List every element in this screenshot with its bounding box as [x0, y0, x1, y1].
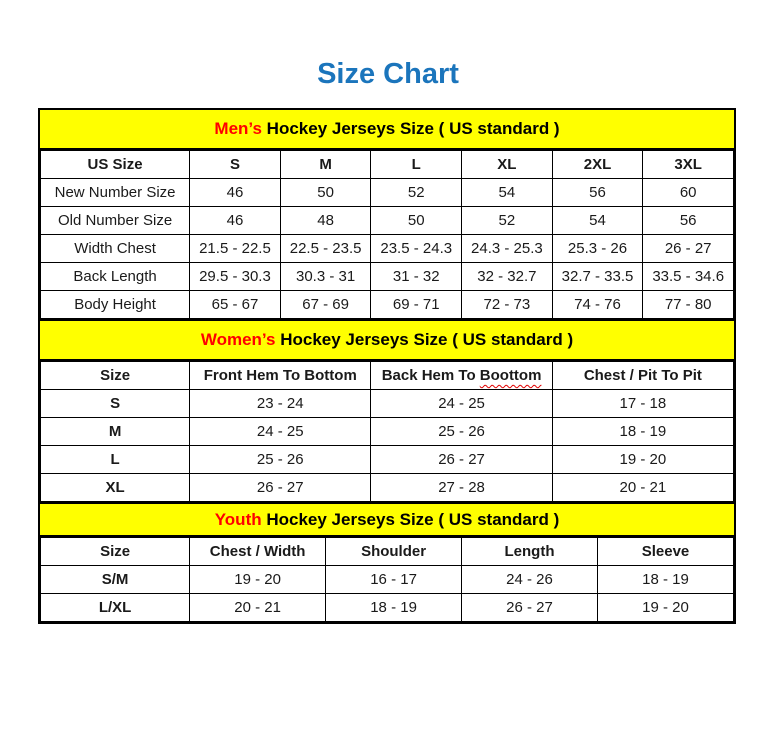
- size-value: 54: [462, 179, 553, 207]
- row-label: Width Chest: [41, 235, 190, 263]
- column-header: Shoulder: [326, 538, 462, 566]
- column-header: Length: [462, 538, 598, 566]
- row-label: Back Length: [41, 263, 190, 291]
- column-header: 3XL: [643, 151, 734, 179]
- womens-heading-rest: Hockey Jerseys Size ( US standard ): [275, 330, 574, 349]
- size-value: 60: [643, 179, 734, 207]
- column-header: Back Hem To Boottom: [371, 362, 552, 390]
- column-header: 2XL: [552, 151, 643, 179]
- table-row: [41, 235, 734, 263]
- column-header: Chest / Width: [190, 538, 326, 566]
- size-value: 17 - 18: [552, 390, 733, 418]
- womens-section: [40, 319, 734, 502]
- size-value: 69 - 71: [371, 291, 462, 319]
- column-header: Front Hem To Bottom: [190, 362, 371, 390]
- table-row: [41, 566, 734, 594]
- size-value: 26 - 27: [190, 474, 371, 502]
- size-value: 19 - 20: [190, 566, 326, 594]
- size-value: 26 - 27: [643, 235, 734, 263]
- size-value: 46: [190, 207, 281, 235]
- column-header: M: [280, 151, 371, 179]
- size-value: 56: [643, 207, 734, 235]
- row-label: S/M: [41, 566, 190, 594]
- column-header: Size: [41, 538, 190, 566]
- column-header: US Size: [41, 151, 190, 179]
- header-row: [41, 538, 734, 566]
- size-value: 54: [552, 207, 643, 235]
- misspelled-word: Boottom: [479, 367, 542, 384]
- size-value: 25.3 - 26: [552, 235, 643, 263]
- womens-section-heading: [40, 319, 734, 361]
- size-value: 16 - 17: [326, 566, 462, 594]
- column-header: Size: [41, 362, 190, 390]
- size-value: 29.5 - 30.3: [190, 263, 281, 291]
- youth-heading-rest: Hockey Jerseys Size ( US standard ): [261, 510, 560, 529]
- size-value: 72 - 73: [462, 291, 553, 319]
- size-value: 48: [280, 207, 371, 235]
- size-value: 24.3 - 25.3: [462, 235, 553, 263]
- table-row: [41, 594, 734, 622]
- mens-heading-rest: Hockey Jerseys Size ( US standard ): [261, 119, 560, 138]
- youth-section: [40, 502, 734, 622]
- row-label: New Number Size: [41, 179, 190, 207]
- table-row: [41, 291, 734, 319]
- table-row: [41, 179, 734, 207]
- table-row: [41, 263, 734, 291]
- mens-size-table: [40, 150, 734, 319]
- size-value: 26 - 27: [462, 594, 598, 622]
- size-value: 52: [462, 207, 553, 235]
- size-value: 23 - 24: [190, 390, 371, 418]
- table-row: [41, 446, 734, 474]
- page-title: Size Chart: [317, 58, 459, 90]
- row-label: Body Height: [41, 291, 190, 319]
- size-chart-page: [0, 58, 776, 750]
- womens-size-table: [40, 361, 734, 502]
- row-label: M: [41, 418, 190, 446]
- size-chart: [38, 108, 736, 624]
- row-label: Old Number Size: [41, 207, 190, 235]
- size-value: 18 - 19: [326, 594, 462, 622]
- column-header: S: [190, 151, 281, 179]
- size-value: 20 - 21: [552, 474, 733, 502]
- size-value: 24 - 26: [462, 566, 598, 594]
- size-value: 23.5 - 24.3: [371, 235, 462, 263]
- mens-section: [40, 110, 734, 319]
- row-label: L/XL: [41, 594, 190, 622]
- size-value: 30.3 - 31: [280, 263, 371, 291]
- size-value: 56: [552, 179, 643, 207]
- size-value: 32 - 32.7: [462, 263, 553, 291]
- size-value: 19 - 20: [552, 446, 733, 474]
- size-value: 32.7 - 33.5: [552, 263, 643, 291]
- mens-heading-accent: Men’s: [214, 119, 262, 138]
- row-label: S: [41, 390, 190, 418]
- size-value: 50: [371, 207, 462, 235]
- column-header: Sleeve: [598, 538, 734, 566]
- row-label: L: [41, 446, 190, 474]
- size-value: 26 - 27: [371, 446, 552, 474]
- size-value: 67 - 69: [280, 291, 371, 319]
- table-row: [41, 207, 734, 235]
- size-value: 52: [371, 179, 462, 207]
- header-row: [41, 151, 734, 179]
- size-value: 50: [280, 179, 371, 207]
- size-value: 20 - 21: [190, 594, 326, 622]
- size-value: 27 - 28: [371, 474, 552, 502]
- size-value: 25 - 26: [190, 446, 371, 474]
- column-header: Chest / Pit To Pit: [552, 362, 733, 390]
- table-row: [41, 418, 734, 446]
- size-value: 19 - 20: [598, 594, 734, 622]
- mens-section-heading: [40, 110, 734, 150]
- youth-heading-accent: Youth: [214, 510, 262, 529]
- header-row: [41, 362, 734, 390]
- column-header: XL: [462, 151, 553, 179]
- youth-size-table: [40, 537, 734, 622]
- size-value: 25 - 26: [371, 418, 552, 446]
- size-value: 18 - 19: [598, 566, 734, 594]
- youth-section-heading: [40, 502, 734, 537]
- size-value: 24 - 25: [190, 418, 371, 446]
- size-value: 18 - 19: [552, 418, 733, 446]
- size-value: 33.5 - 34.6: [643, 263, 734, 291]
- size-value: 24 - 25: [371, 390, 552, 418]
- size-value: 74 - 76: [552, 291, 643, 319]
- size-value: 22.5 - 23.5: [280, 235, 371, 263]
- size-value: 21.5 - 22.5: [190, 235, 281, 263]
- column-header: L: [371, 151, 462, 179]
- size-value: 65 - 67: [190, 291, 281, 319]
- size-value: 46: [190, 179, 281, 207]
- size-value: 77 - 80: [643, 291, 734, 319]
- table-row: [41, 474, 734, 502]
- table-row: [41, 390, 734, 418]
- row-label: XL: [41, 474, 190, 502]
- womens-heading-accent: Women’s: [200, 330, 276, 349]
- size-value: 31 - 32: [371, 263, 462, 291]
